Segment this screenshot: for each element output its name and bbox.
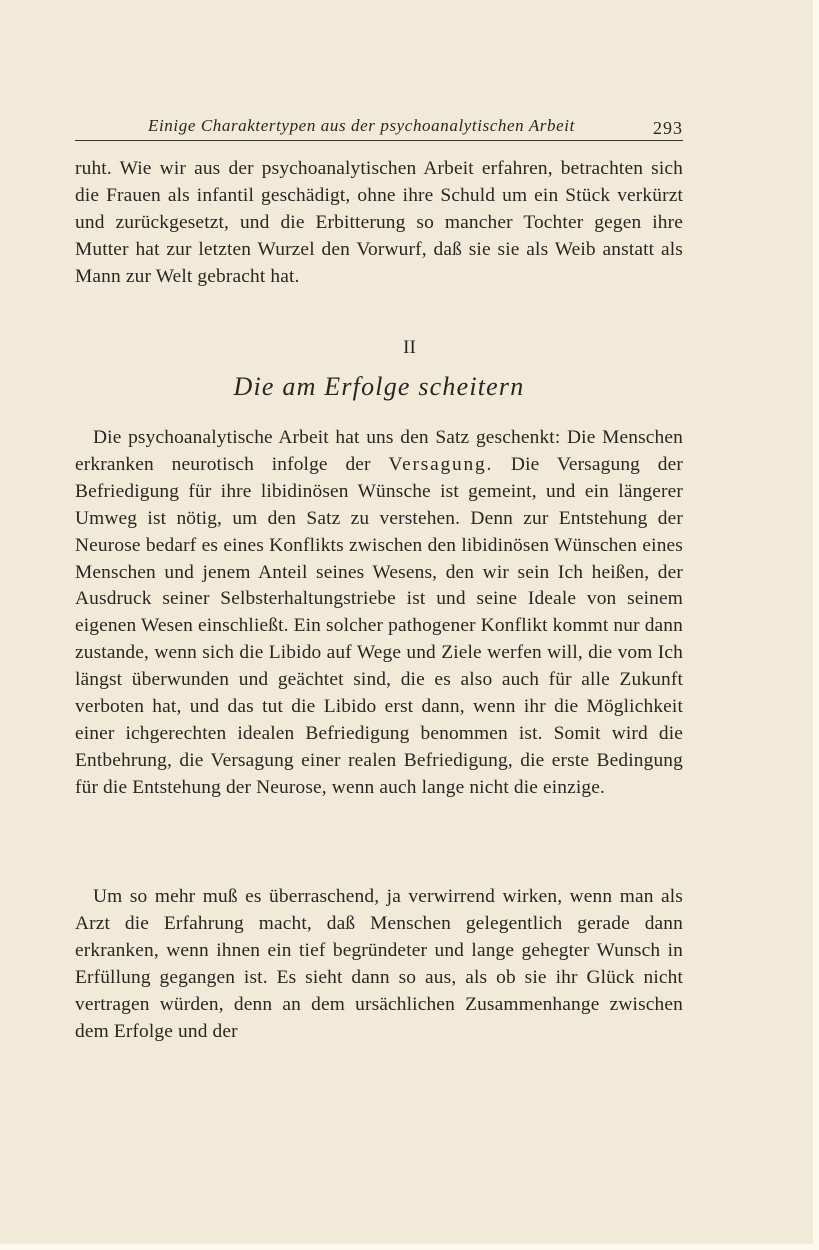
chapter-title: Die am Erfolge scheitern xyxy=(233,372,525,401)
header-rule xyxy=(75,140,683,141)
page-number: 293 xyxy=(653,118,683,138)
emphasized-term: Versagung. xyxy=(388,453,494,475)
paragraph-erfolg: Um so mehr muß es überraschend, ja verwirrend wirken, wenn man als Arzt die Erfahrung macht, daß Menschen gelegentlich gerade dann erkranken, wenn ihnen ein tief begründeter und lange gehegter Wunsch in Erfüllung gegangen ist. Es sieht dann so aus, als ob sie ihr Glück nicht vertragen würden, denn an dem ursächlichen Zusammenhange zwischen dem Erfolge und der xyxy=(75,886,683,1042)
continuation-paragraph: ruht. Wie wir aus der psychoanalytischen Arbeit erfahren, betrachten sich die Frauen als infantil geschädigt, ohne ihre Schuld um ein Stück verkürzt und zurückgesetzt, und die Erbitterung so mancher Tochter gegen ihre Mutter hat zur letzten Wurzel den Vorwurf, daß sie sie als Weib anstatt als Mann zur Welt gebracht hat. xyxy=(75,158,683,287)
paragraph-text: Die psychoanalytische Arbeit hat uns den Satz geschenkt: Die Menschen erkranken neurotisch infolge der xyxy=(75,427,683,475)
section-numeral: II xyxy=(403,337,416,358)
paragraph-versagung xyxy=(75,425,683,802)
running-head-title: Einige Charaktertypen aus der psychoanalytischen Arbeit xyxy=(148,116,575,135)
paragraph-text: Die Versagung der Befriedigung für ihre libidinösen Wünsche ist gemeint, und ein längerer Umweg ist nötig, um den Satz zu verstehen. Denn zur Entstehung der Neurose bedarf es eines Konflikts zwischen den libidinösen Wünschen eines Menschen und jenem Anteil seines Wesens, den wir sein Ich heißen, der Ausdruck seiner Selbsterhaltungstriebe ist und seine Ideale von seinem eigenen Wesen einschließt. Ein solcher pathogener Konflikt kommt nur dann zustande, wenn sich die Libido auf Wege und Ziele werfen will, die vom Ich längst überwunden und geächtet sind, die es also auch für alle Zukunft verboten hat, und das tut die Libido erst dann, wenn ihr die Möglichkeit einer ichgerechten idealen Befriedigung benommen ist. Somit wird die Entbehrung, die Versagung einer realen Befriedigung, die erste Bedingung für die Entstehung der Neurose, wenn auch lange nicht die einzige. xyxy=(75,453,684,798)
